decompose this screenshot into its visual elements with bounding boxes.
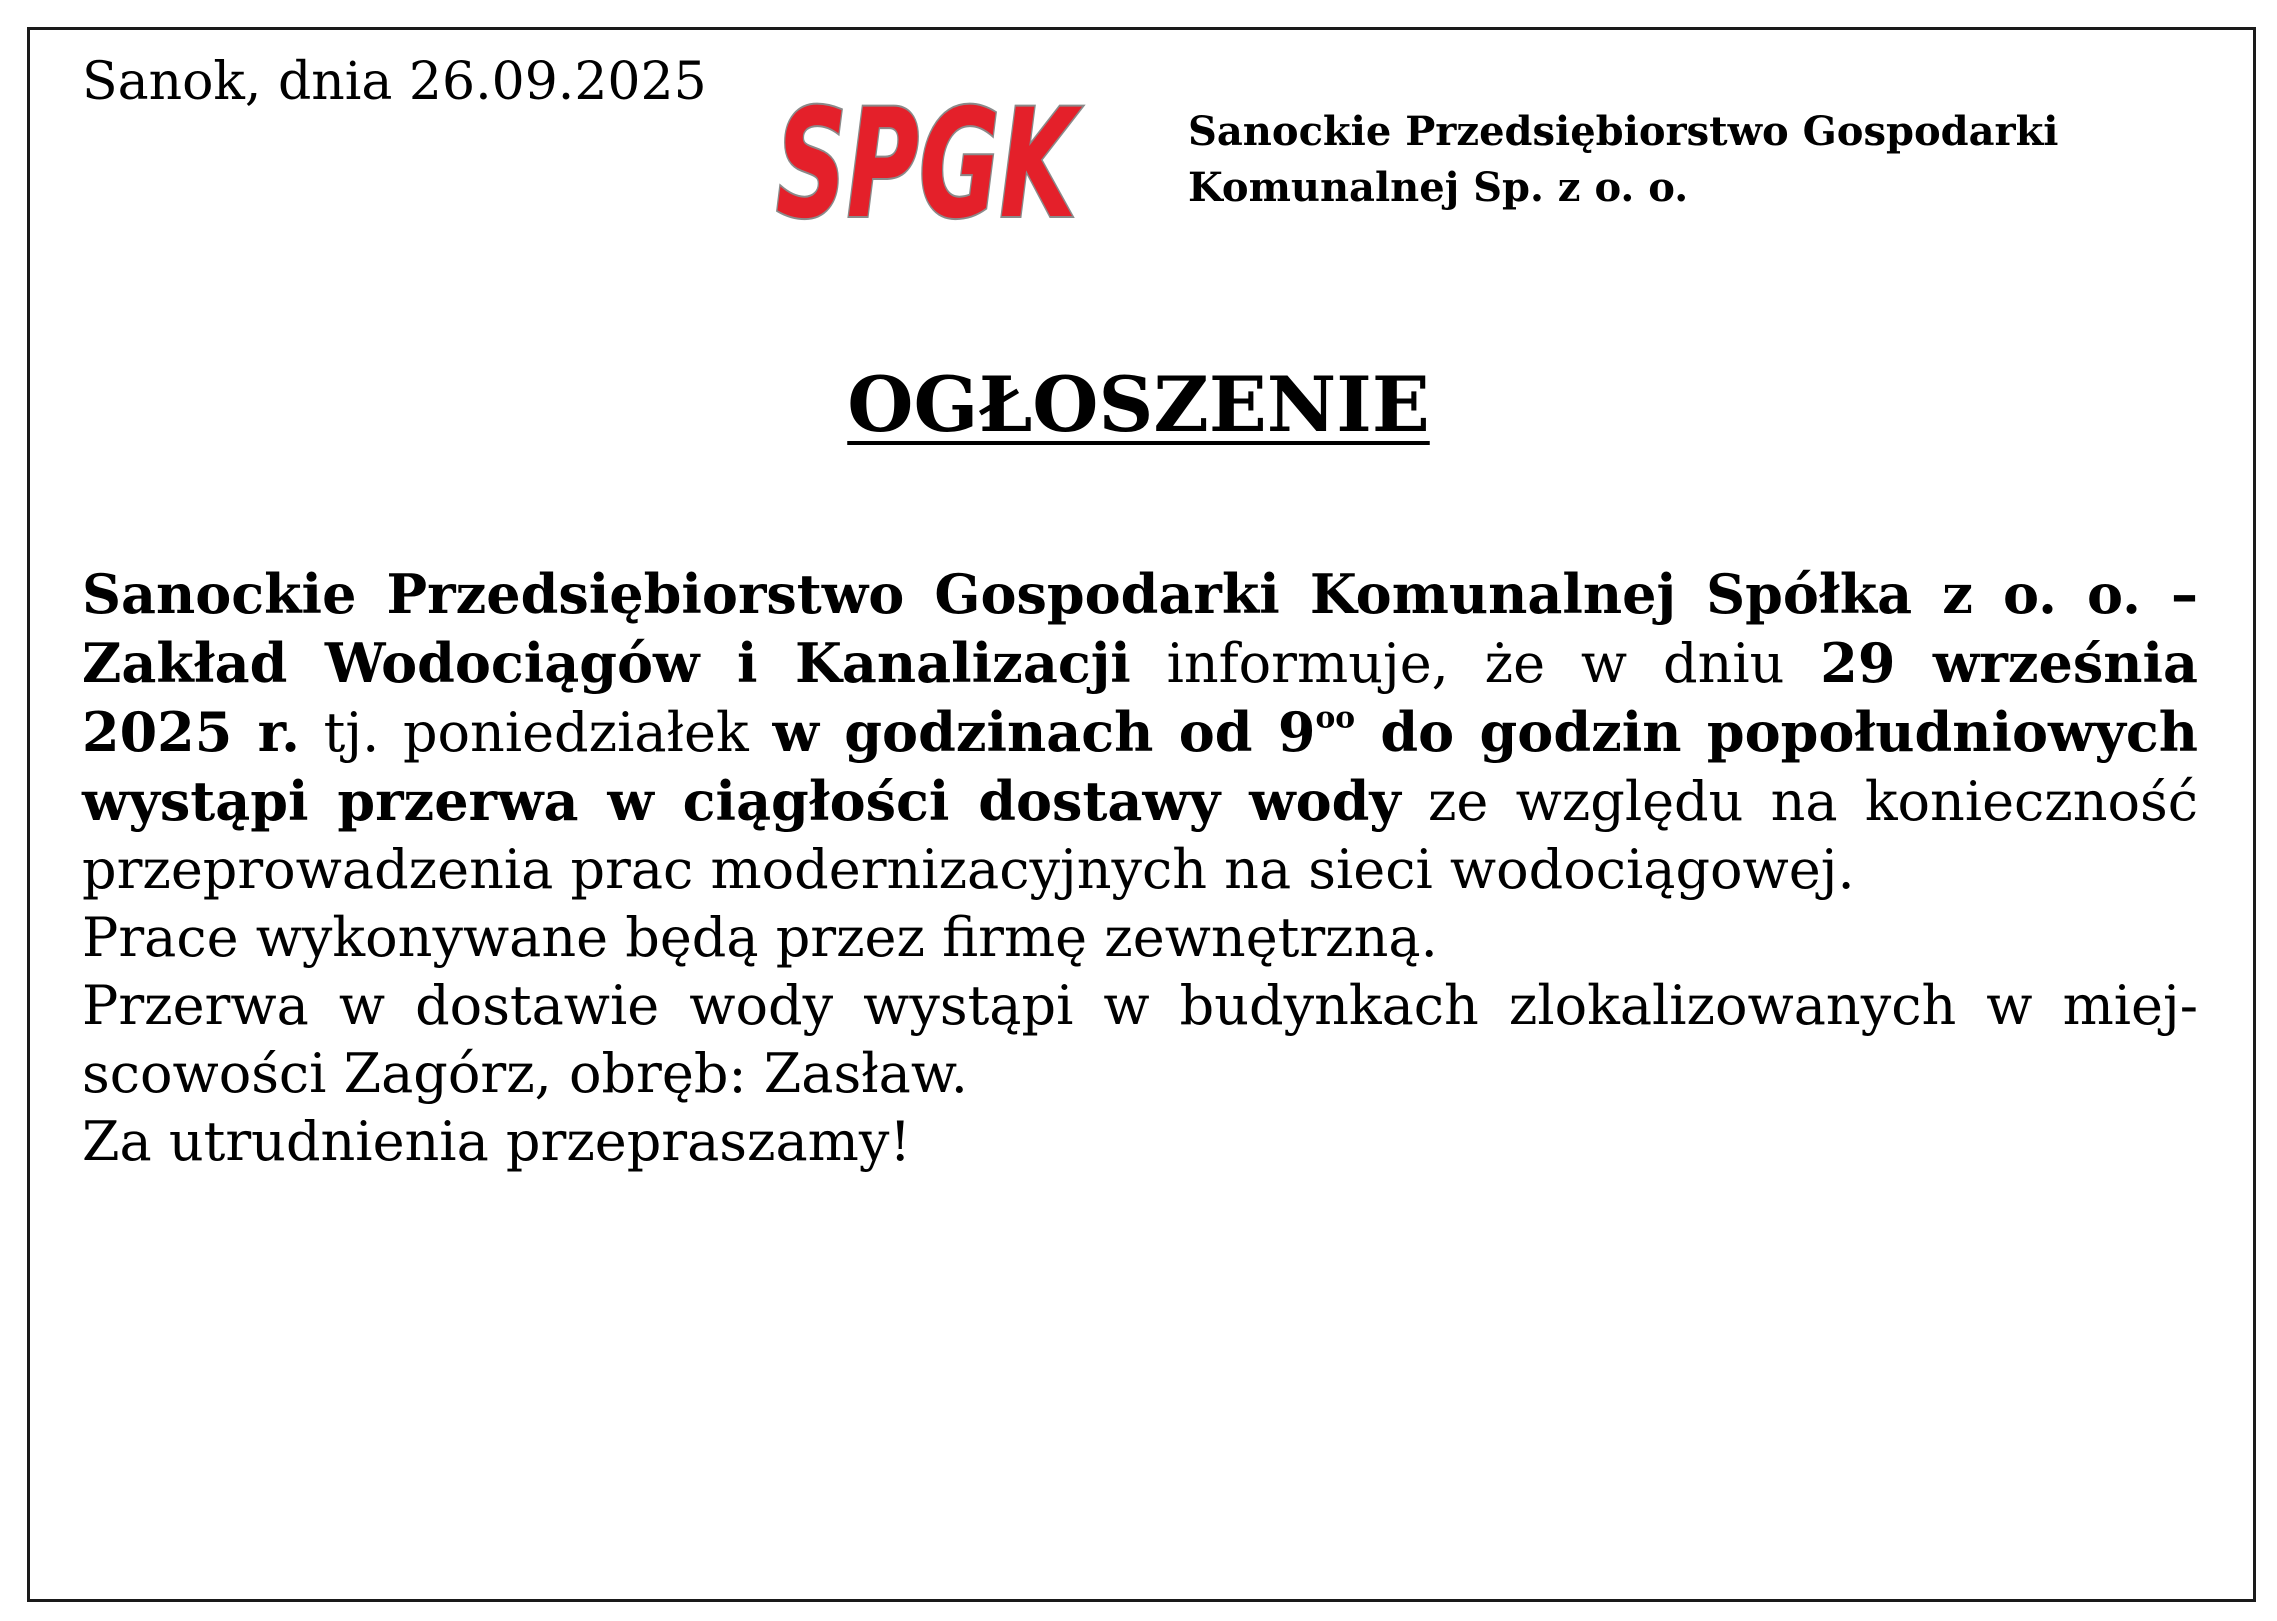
date-line: Sanok, dnia 26.09.2025 [82, 52, 707, 112]
title-text: OGŁOSZENIE [847, 360, 1430, 449]
company-line-1: Sanockie Przedsiębiorstwo Gospodarki [1188, 108, 2059, 155]
company-line-2: Komunalnej Sp. z o. o. [1188, 164, 1689, 211]
notice-body [82, 560, 2198, 1176]
paragraph-contractor: Prace wykonywane będą przez firmę zewnętrzną. [82, 906, 1438, 969]
spgk-logo [770, 78, 1083, 252]
paragraph-text-3: ze względu na konieczność przeprowadzenia prac modernizacyjnych na sieci wodociągowej. [82, 770, 2198, 901]
company-header [1188, 104, 2059, 216]
page-title [0, 360, 2277, 450]
paragraph-text-2: tj. poniedziałek [299, 701, 773, 764]
paragraph-apology: Za utrudnienia przepraszamy! [82, 1110, 912, 1173]
paragraph-location: Przerwa w dostawie wody wystąpi w budynkach zlokalizowanych w miej-scowości Zagórz, obręb: Zasław. [82, 974, 2198, 1105]
hours-bold-start: w godzinach od 9 [772, 700, 1316, 764]
logo-text: SPGK [776, 78, 1083, 252]
hours-bold-end: do godzin popołudniowych wystąpi przerwa w ciągłości dostawy wody [82, 700, 2199, 833]
paragraph-main [82, 560, 2198, 904]
outage-date-bold: 29 września 2025 r. [82, 631, 2198, 764]
company-name-bold: Sanockie Przedsiębiorstwo Gospodarki Komunalnej Spółka z o. o. – Zakład Wodociągów i Kanalizacji [82, 562, 2198, 695]
hours-superscript: oo [1315, 700, 1356, 736]
paragraph-text-1: informuje, że w dniu [1130, 632, 1821, 695]
